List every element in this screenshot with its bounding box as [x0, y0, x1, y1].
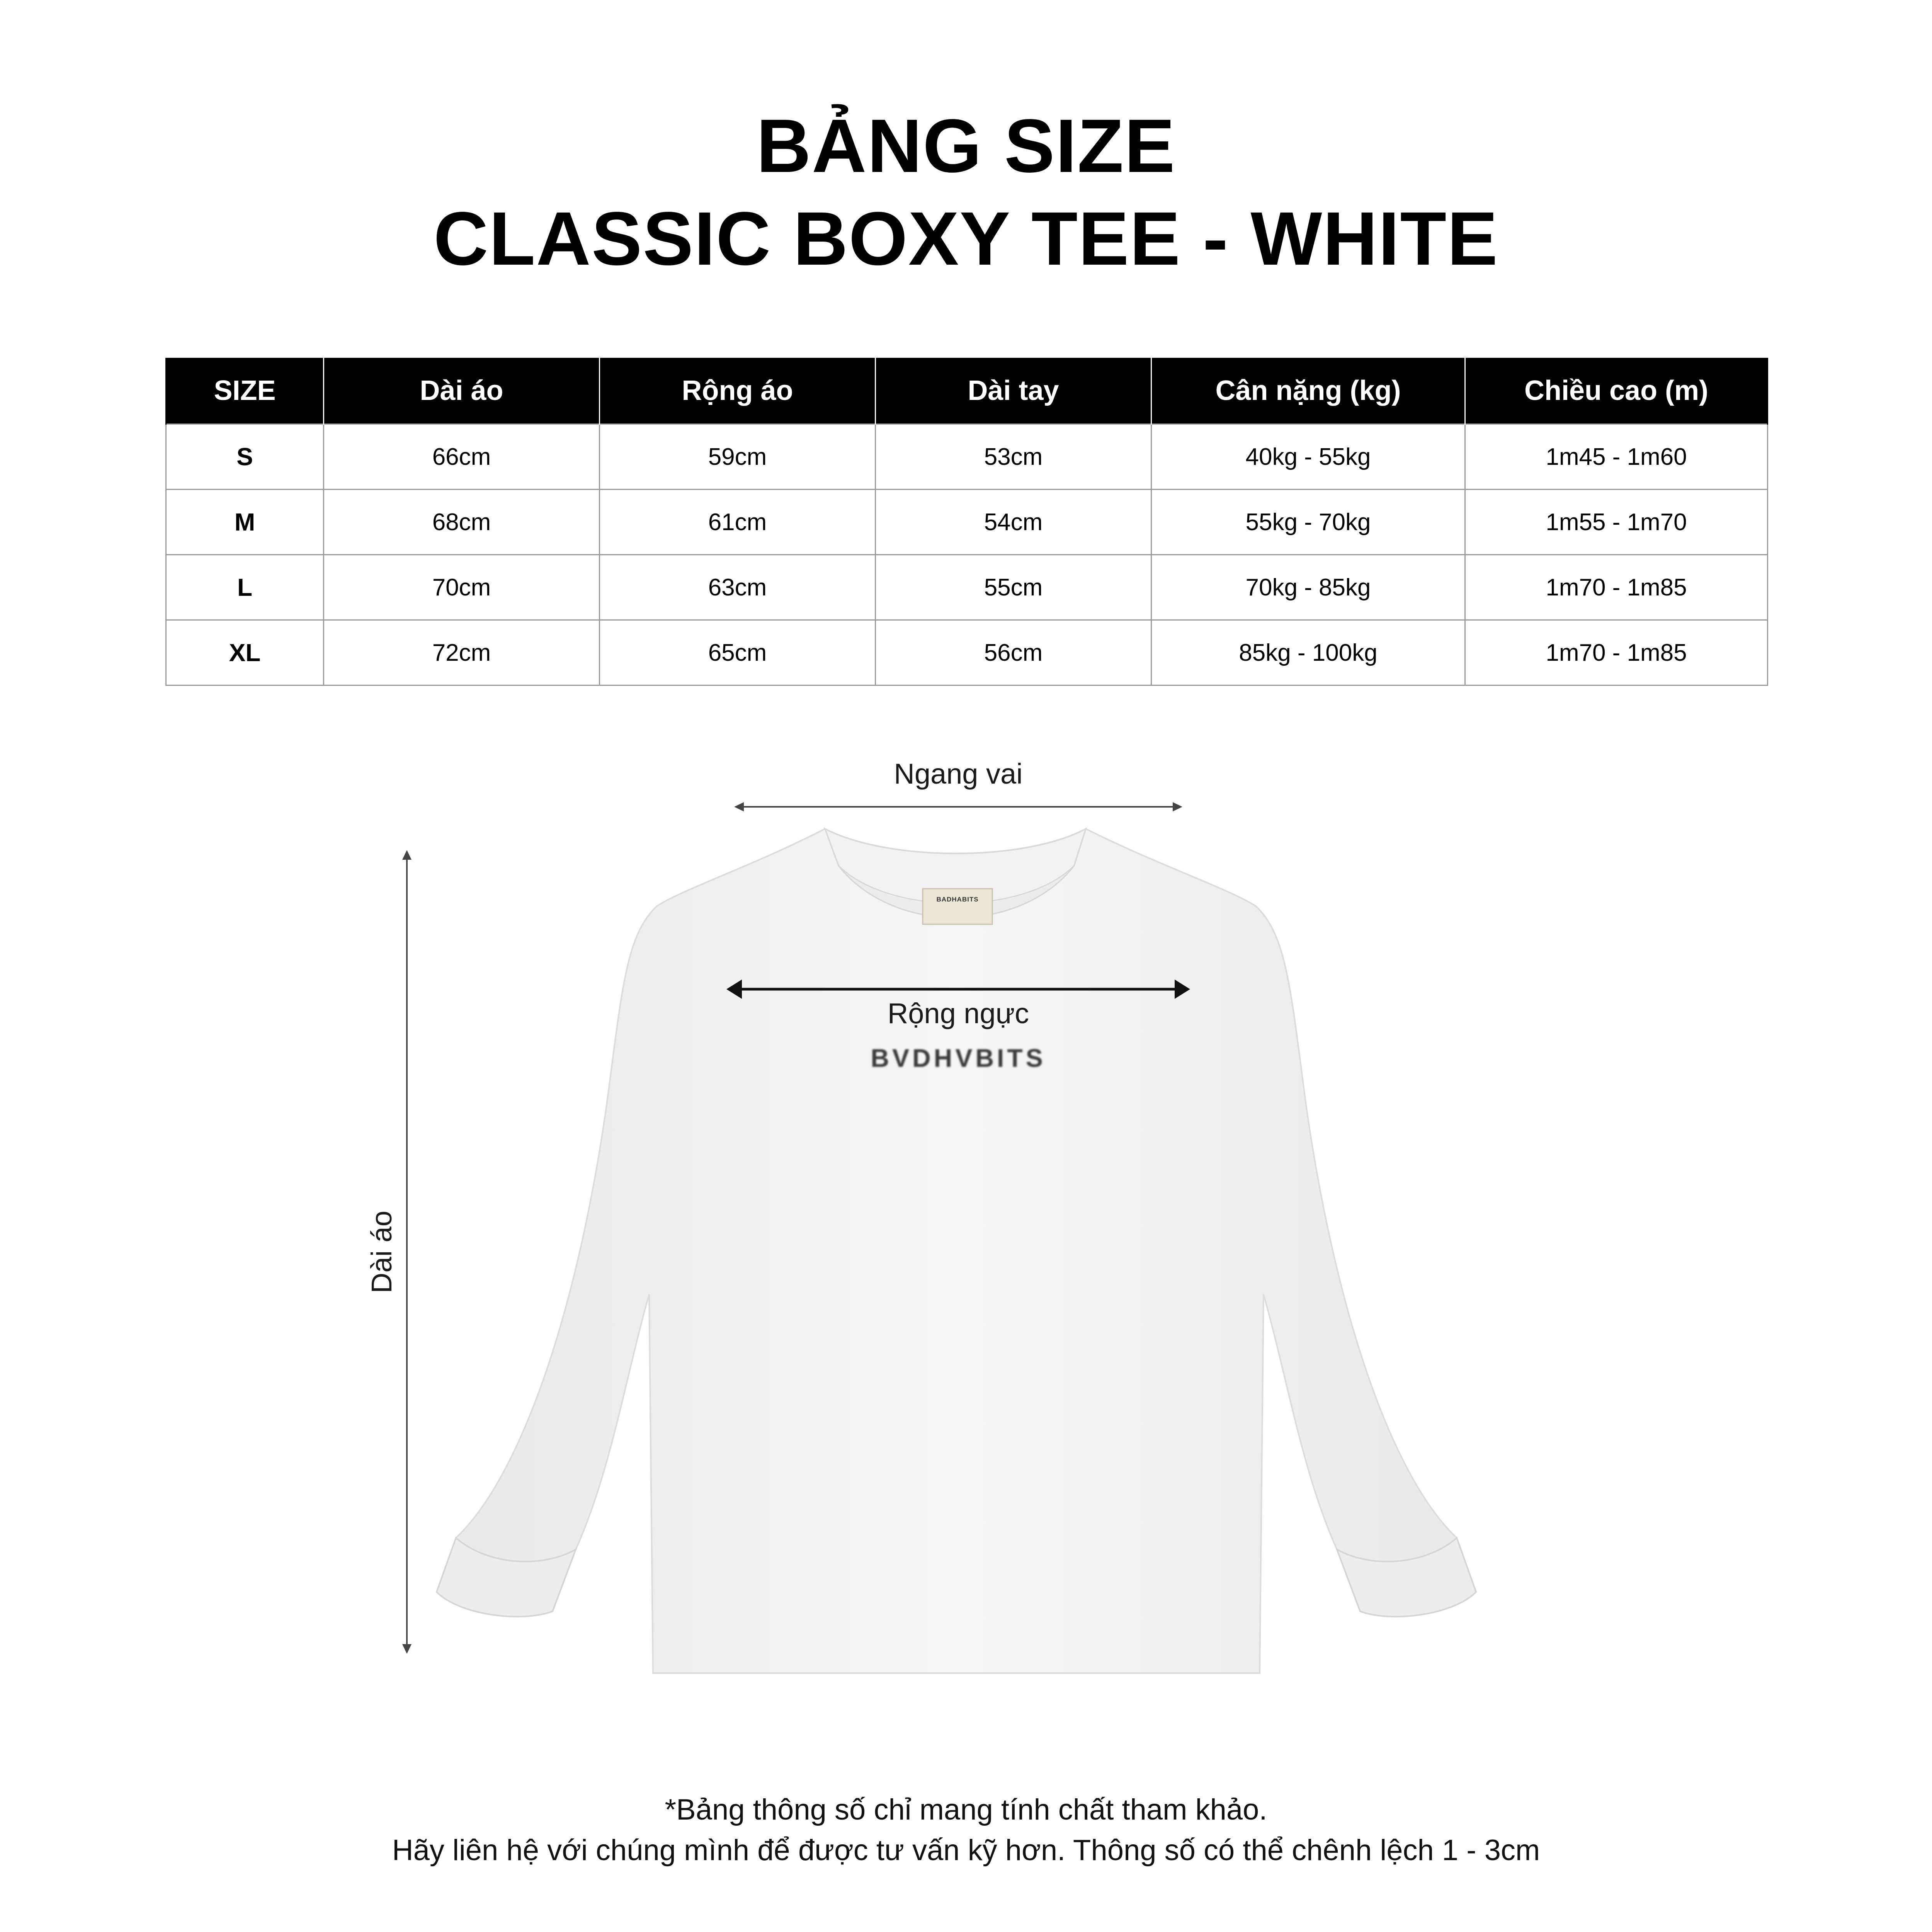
table-cell: 55kg - 70kg	[1151, 490, 1465, 555]
size-cell: XL	[166, 620, 324, 685]
table-cell: 65cm	[600, 620, 876, 685]
table-cell: 61cm	[600, 490, 876, 555]
header-rong-ao: Rộng áo	[600, 358, 876, 424]
table-cell: 68cm	[324, 490, 600, 555]
dai-ao-label: Dài áo	[366, 1211, 398, 1293]
note-line-1: *Bảng thông số chỉ mang tính chất tham khảo.	[665, 1793, 1267, 1826]
header-chieu-cao: Chiều cao (m)	[1465, 358, 1768, 424]
ngang-vai-arrow	[734, 802, 1182, 811]
product-title: CLASSIC BOXY TEE - WHITE	[434, 196, 1498, 281]
page-title: BẢNG SIZE	[756, 104, 1176, 188]
brand-print: BVDHVBITS	[871, 1044, 1046, 1072]
table-cell: 1m70 - 1m85	[1465, 555, 1768, 620]
header-dai-ao: Dài áo	[324, 358, 600, 424]
ngang-vai-label: Ngang vai	[894, 758, 1023, 790]
table-cell: 1m55 - 1m70	[1465, 490, 1768, 555]
header-size: SIZE	[166, 358, 324, 424]
table-cell: 53cm	[876, 424, 1151, 490]
table-cell: 55cm	[876, 555, 1151, 620]
table-cell: 85kg - 100kg	[1151, 620, 1465, 685]
table-cell: 63cm	[600, 555, 876, 620]
table-cell: 40kg - 55kg	[1151, 424, 1465, 490]
table-cell: 56cm	[876, 620, 1151, 685]
size-cell: L	[166, 555, 324, 620]
table-cell: 70kg - 85kg	[1151, 555, 1465, 620]
size-cell: S	[166, 424, 324, 490]
header-can-nang: Cân nặng (kg)	[1151, 358, 1465, 424]
table-cell: 59cm	[600, 424, 876, 490]
size-cell: M	[166, 490, 324, 555]
header-dai-tay: Dài tay	[876, 358, 1151, 424]
table-cell: 70cm	[324, 555, 600, 620]
table-cell: 1m70 - 1m85	[1465, 620, 1768, 685]
table-cell: 66cm	[324, 424, 600, 490]
neck-label	[923, 889, 992, 924]
rong-nguc-label: Rộng ngực	[887, 997, 1029, 1029]
table-cell: 72cm	[324, 620, 600, 685]
note-line-2: Hãy liên hệ với chúng mình để được tư vấn kỹ hơn. Thông số có thể chênh lệch 1 - 3cm	[392, 1834, 1540, 1867]
neck-label-text: BADHABITS	[936, 896, 979, 903]
tee-body	[437, 829, 1476, 1673]
dai-ao-arrow	[402, 850, 412, 1654]
table-cell: 1m45 - 1m60	[1465, 424, 1768, 490]
table-cell: 54cm	[876, 490, 1151, 555]
